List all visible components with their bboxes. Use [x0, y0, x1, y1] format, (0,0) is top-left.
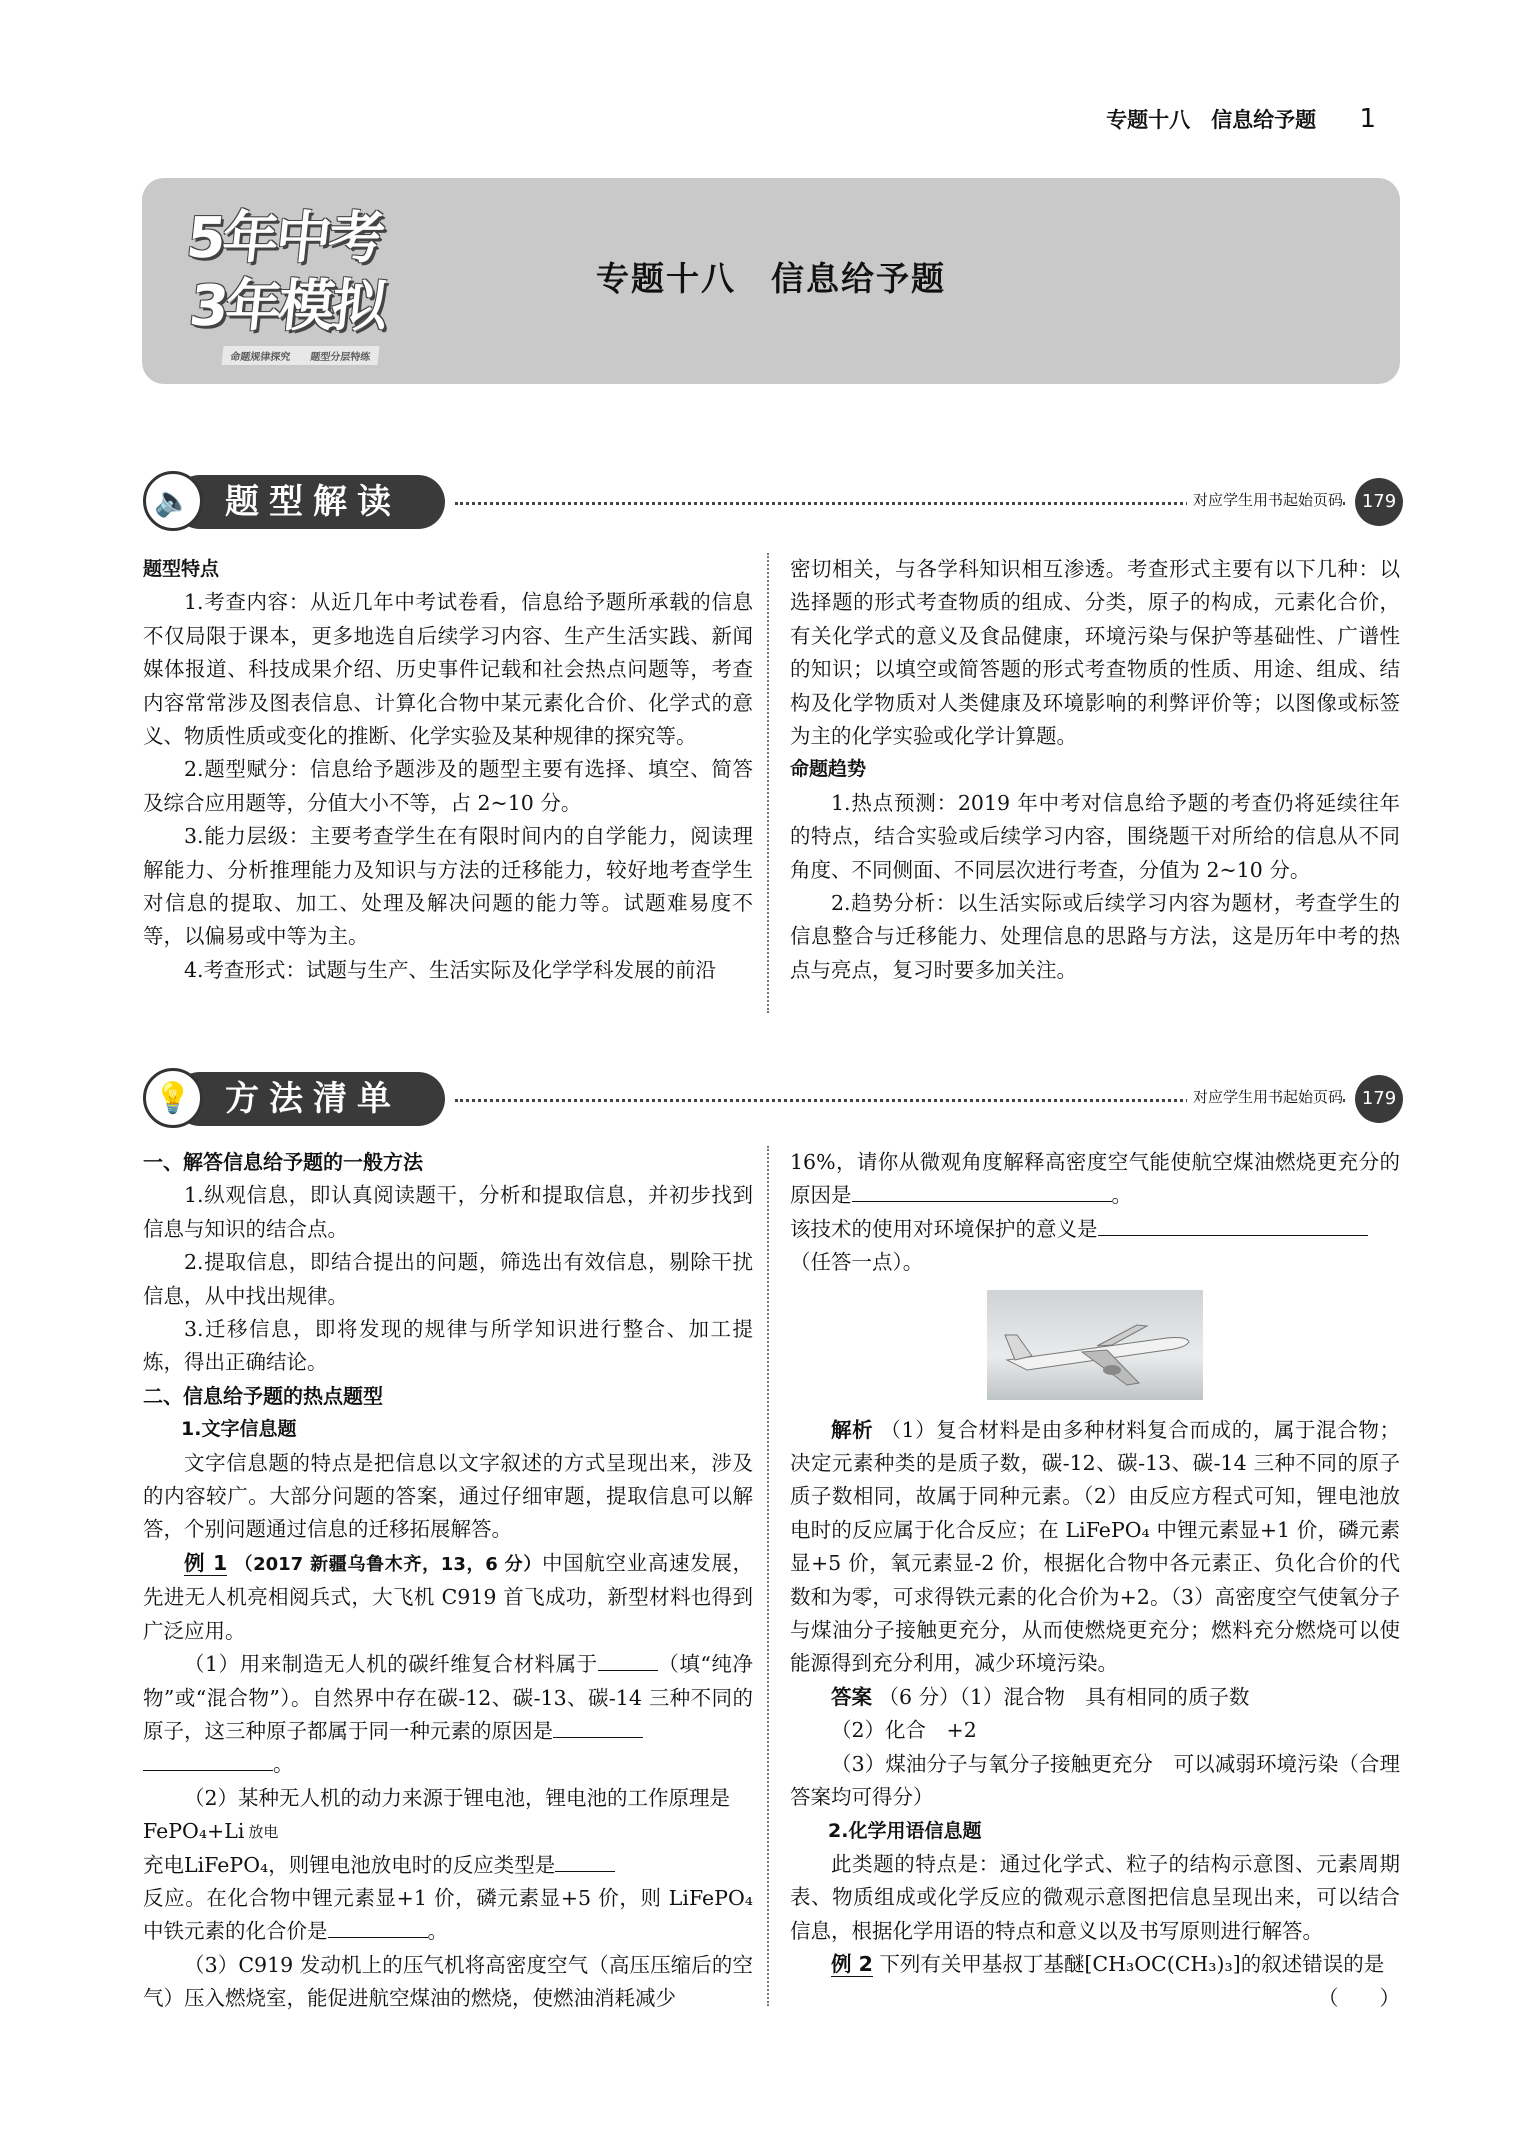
section-header-methods [143, 1068, 1403, 1132]
answer-parenthesis: （ ） [1318, 1985, 1400, 2010]
answer-blank [553, 1715, 643, 1738]
answer-line: （2）化合 +2 [831, 1718, 977, 1743]
example-label: 例 1 [184, 1550, 228, 1575]
answer-line: （3）煤油分子与氧分子接触更充分 可以减弱环境污染（合理答案均可得分） [790, 1751, 1400, 1810]
example-text: 下列有关甲基叔丁基醚[CH₃OC(CH₃)₃]的叙述错误的是 [879, 1952, 1385, 1977]
subheading-features: 题型特点 [143, 558, 220, 580]
answer-text: （6 分）（1）混合物 具有相同的质子数 [878, 1684, 1250, 1709]
paragraph: 2.趋势分析：以生活实际或后续学习内容为题材，考查学生的信息整合与迁移能力、处理信息的思路与方法，这是历年中考的热点与亮点，复习时要多加关注。 [790, 891, 1400, 982]
paragraph: 3.能力层级：主要考查学生在有限时间内的自学能力，阅读理解能力、分析推理能力及知识与方法的迁移能力，较好地考查学生对信息的提取、加工、处理及解决问题的能力等。试题难易度不等，以偏易或中等为主。 [143, 824, 753, 949]
question-3-note: （任答一点）。 [790, 1250, 924, 1275]
paragraph: 1.热点预测：2019 年中考对信息给予题的考查仍将延续往年的特点，结合实验或后续学习内容，围绕题干对所给的信息从不同角度、不同侧面、不同层次进行考查，分值为 2~10 分。 [790, 790, 1400, 882]
heading-text-info: 1.文字信息题 [181, 1418, 297, 1441]
question-1 [143, 1648, 753, 1782]
logo-line1: 5年中考 [183, 206, 386, 271]
eq-bottom-label: 充电 [143, 1852, 184, 1877]
section-title: 方法清单 [173, 1072, 445, 1126]
question-2-cont [143, 1882, 753, 1949]
example-source: （2017 新疆乌鲁木齐，13，6 分） [234, 1553, 542, 1575]
paragraph: 此类题的特点是：通过化学式、粒子的结构示意图、元素周期表、物质组成或化学反应的微观示意图把信息呈现出来，可以结合信息，根据化学用语的特点和意义以及书写原则进行解答。 [790, 1851, 1400, 1943]
question-3-cont [790, 1146, 1400, 1213]
question-2-formula [143, 1815, 753, 1848]
column-divider [767, 1146, 769, 2006]
question-2 [143, 1782, 753, 1815]
answer-blank [598, 1648, 658, 1671]
question-3-env [790, 1213, 1400, 1246]
heading-chem-language: 2.化学用语信息题 [828, 1819, 982, 1842]
example-text: 中国航空业高速发展，先进无人机亮相阅兵式，大飞机 C919 首飞成功，新型材料也得到广泛应用。 [143, 1550, 754, 1643]
page-number: 1 [1359, 104, 1376, 134]
column-divider [767, 553, 769, 1013]
chapter-banner [142, 178, 1400, 384]
formula-left: FePO₄+Li [143, 1819, 245, 1844]
answer-blank [143, 1748, 273, 1771]
example-label: 例 2 [831, 1952, 873, 1977]
paragraph: 3.迁移信息，即将发现的规律与所学知识进行整合、加工提炼，得出正确结论。 [143, 1317, 753, 1375]
analysis-label: 解析 [831, 1417, 874, 1442]
page-ref-badge: 179 [1355, 478, 1403, 526]
answer-blank [328, 1915, 428, 1938]
question-text: 。 [273, 1752, 294, 1777]
logo-tags: 命题规律探究 题型分层特练 [221, 346, 379, 365]
section-title: 题型解读 [173, 475, 445, 529]
eq-top-label: 放电 [248, 1823, 279, 1842]
reading-right-column [790, 553, 1400, 987]
running-header-title: 专题十八 信息给予题 [1106, 108, 1317, 132]
speaker-icon: 🔈 [143, 471, 203, 531]
page-ref-note: 对应学生用书起始页码 [1187, 489, 1343, 510]
answer-blank [555, 1849, 615, 1872]
paragraph: 2.提取信息，即结合提出的问题，筛选出有效信息，剔除干扰信息，从中找出规律。 [143, 1250, 753, 1308]
analysis-text: （1）复合材料是由多种材料复合而成的，属于混合物；决定元素种类的是质子数，碳-12、碳-13、碳-14 三种不同的原子质子数相同，故属于同种元素。（2）由反应方程式可知，锂电池放电时的反应属于化合反应；在 LiFePO₄ 中锂元素显+1 价，磷元素显+5 价，氧元素显-2 价，根据化合物中各元素正、负化合价的代数和为零，可求得铁元素的化合价为+2。（3）高密度空气使氧分子与煤油分子接触更充分，从而使燃烧更充分；燃料充分燃烧可以使能源得到充分利用，减少环境污染。 [790, 1417, 1400, 1676]
logo-line2: 3年模拟 [186, 274, 389, 339]
question-text: 。 [1111, 1183, 1132, 1208]
reversible-reaction-sign [248, 1824, 278, 1841]
chapter-title: 专题十八 信息给予题 [596, 259, 946, 298]
question-text: （填“纯净物”或“混合物”）。自然界中存在碳-12、碳-13、碳-14 三种不同的原子，这三种原子都属于同一种元素的原因是 [143, 1652, 753, 1743]
answer-blank [852, 1179, 1112, 1202]
answer-label: 答案 [831, 1684, 872, 1709]
formula-right: LiFePO₄，则锂电池放电时的反应类型是 [184, 1852, 556, 1877]
heading-hot-types: 二、信息给予题的热点题型 [143, 1383, 383, 1408]
airplane-photo [987, 1290, 1203, 1400]
paragraph: 1.考查内容：从近几年中考试卷看，信息给予题所承载的信息不仅局限于课本，更多地选自后续学习内容、生产生活实践、新闻媒体报道、科技成果介绍、历史事件记载和社会热点问题等，考查内容常常涉及图表信息、计算化合物中某元素化合价、化学式的意义、物质性质或变化的推断、化学实验及某种规律的探究等。 [143, 590, 753, 749]
paragraph: 4.考查形式：试题与生产、生活实际及化学学科发展的前沿 [184, 957, 717, 982]
question-text: 16%，请你从微观角度解释高密度空气能使航空煤油燃烧更充分的原因是 [790, 1150, 1400, 1208]
question-text: 该技术的使用对环境保护的意义是 [790, 1216, 1098, 1241]
answer [790, 1681, 1400, 1714]
paragraph: 2.题型赋分：信息给予题涉及的题型主要有选择、填空、简答及综合应用题等，分值大小不等，占 2~10 分。 [143, 757, 753, 815]
section-header-reading [143, 471, 1403, 535]
subheading-trends: 命题趋势 [790, 758, 867, 781]
paragraph: 1.纵观信息，即认真阅读题干，分析和提取信息，并初步找到信息与知识的结合点。 [143, 1183, 753, 1241]
analysis [790, 1414, 1400, 1681]
lamp-icon: 💡 [143, 1068, 203, 1128]
page-ref-note: 对应学生用书起始页码 [1187, 1086, 1343, 1107]
question-3: （3）C919 发动机上的压气机将高密度空气（高压压缩后的空气）压入燃烧室，能促进航空煤油的燃烧，使燃油消耗减少 [143, 1952, 753, 2011]
answer-blank [1098, 1213, 1368, 1236]
methods-right-column [790, 1146, 1400, 2015]
paragraph: 密切相关，与各学科知识相互渗透。考查形式主要有以下几种：以选择题的形式考查物质的组成、分类，原子的构成，元素化合价，有关化学式的意义及食品健康，环境污染与保护等基础性、广谱性的知识；以填空或简答题的形式考查物质的性质、用途、组成、结构及化学物质对人类健康及环境影响的利弊评价等；以图像或标签为主的化学实验或化学计算题。 [790, 557, 1400, 749]
page-ref-badge: 179 [1355, 1075, 1403, 1123]
question-text: （2）某种无人机的动力来源于锂电池，锂电池的工作原理是 [184, 1785, 731, 1810]
running-header [1106, 104, 1376, 134]
reading-left-column [143, 553, 753, 987]
heading-general-methods: 一、解答信息给予题的一般方法 [143, 1150, 423, 1174]
question-text: （1）用来制造无人机的碳纤维复合材料属于 [184, 1652, 598, 1677]
methods-left-column [143, 1146, 753, 2016]
example-1-stem [143, 1547, 753, 1648]
example-2-stem [790, 1948, 1400, 2010]
question-text: 反应。在化合物中锂元素显+1 价，磷元素显+5 价，则 LiFePO₄ 中铁元素的化合价是 [143, 1885, 753, 1944]
question-text: 。 [427, 1919, 448, 1944]
paragraph: 文字信息题的特点是把信息以文字叙述的方式呈现出来，涉及的内容较广。大部分问题的答案，通过仔细审题，提取信息可以解答，个别问题通过信息的迁移拓展解答。 [143, 1450, 753, 1542]
